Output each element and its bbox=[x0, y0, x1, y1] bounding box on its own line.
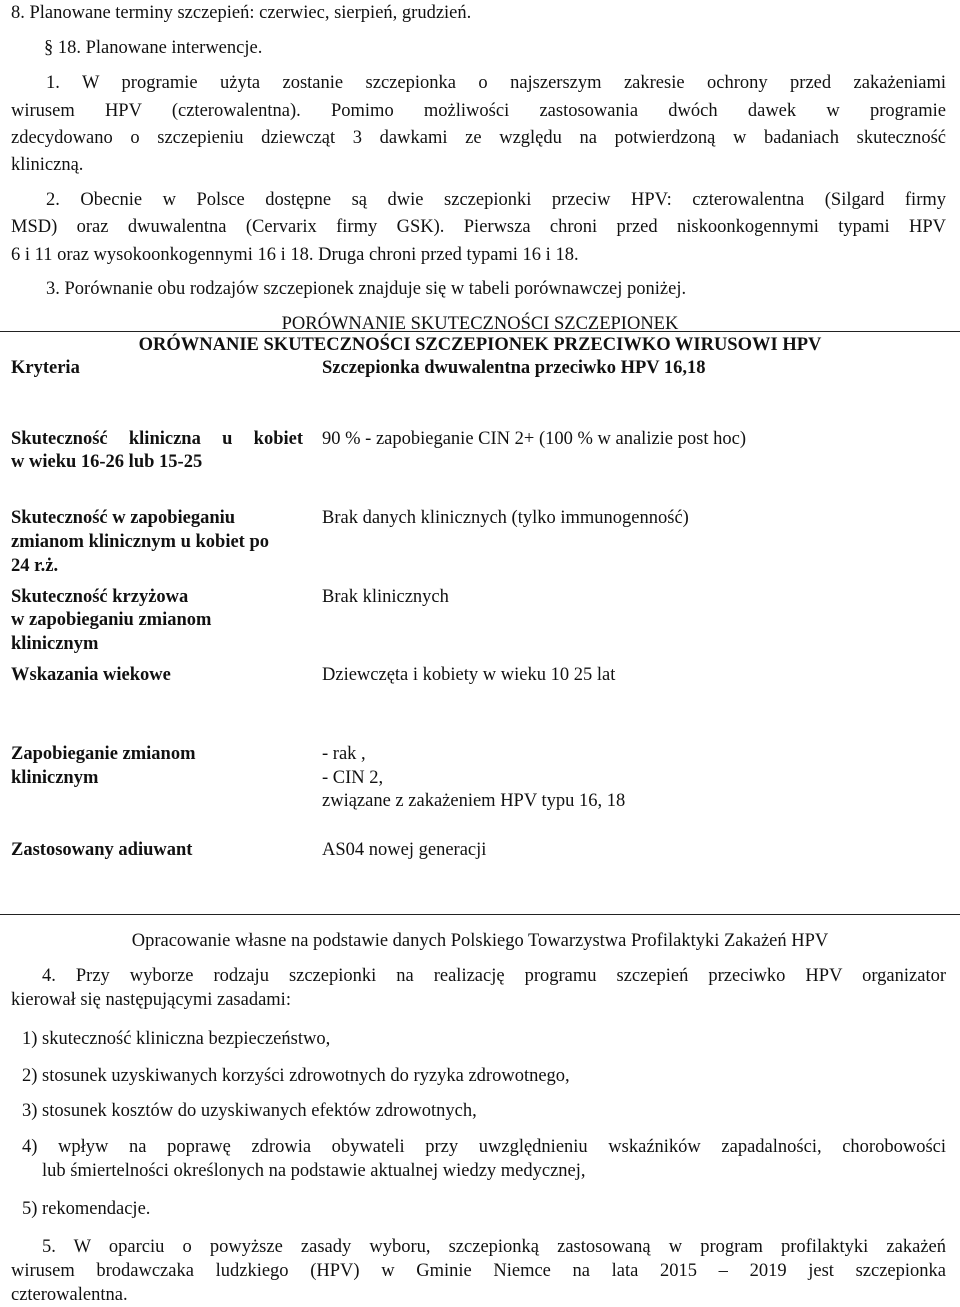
row3-value: Brak klinicznych bbox=[322, 587, 449, 607]
principle-4-line2: lub śmiertelności określonych na podstawie aktualnej wiedzy medycznej, bbox=[42, 1161, 586, 1181]
row1-label-line1: Skuteczność kliniczna u kobiet bbox=[11, 429, 303, 449]
para2-line3: 6 i 11 oraz wysokoonkogennymi 16 i 18. Druga chroni przed typami 16 i 18. bbox=[11, 245, 579, 265]
row2-label-line3: 24 r.ż. bbox=[11, 556, 59, 576]
row6-label: Zastosowany adiuwant bbox=[11, 840, 193, 860]
row3-label-line3: klinicznym bbox=[11, 634, 99, 654]
para5-line2: wirusem brodawczaka ludzkiego (HPV) w Gminie Niemce na lata 2015 – 2019 jest szczepionka bbox=[11, 1261, 946, 1281]
principle-1: 1) skuteczność kliniczna bezpieczeństwo, bbox=[22, 1029, 331, 1049]
para1-line4: kliniczną. bbox=[11, 155, 84, 175]
row2-value: Brak danych klinicznych (tylko immunogenność) bbox=[322, 508, 689, 528]
table-header-criteria: Kryteria bbox=[11, 358, 80, 378]
para1-line3: zdecydowano o szczepieniu dziewcząt 3 dawkami ze względu na potwierdzoną w badaniach skuteczność bbox=[11, 128, 946, 148]
principle-5: 5) rekomendacje. bbox=[22, 1199, 151, 1219]
table-title-2: ORÓWNANIE SKUTECZNOŚCI SZCZEPIONEK PRZECIWKO WIRUSOWI HPV bbox=[138, 335, 822, 355]
row3-label-line1: Skuteczność krzyżowa bbox=[11, 587, 189, 607]
table-title-1: PORÓWNANIE SKUTECZNOŚCI SZCZEPIONEK bbox=[281, 314, 679, 334]
source-note: Opracowanie własne na podstawie danych Polskiego Towarzystwa Profilaktyki Zakażeń HPV bbox=[131, 931, 829, 951]
row1-label-line2: w wieku 16-26 lub 15-25 bbox=[11, 452, 203, 472]
para4-line1: 4. Przy wyborze rodzaju szczepionki na realizację programu szczepień przeciwko HPV organizator bbox=[42, 966, 946, 986]
row2-label-line1: Skuteczność w zapobieganiu bbox=[11, 508, 236, 528]
row5-value-line1: - rak , bbox=[322, 744, 366, 764]
principle-3: 3) stosunek kosztów do uzyskiwanych efektów zdrowotnych, bbox=[22, 1101, 477, 1121]
para2-line2: MSD) oraz dwuwalentna (Cervarix firmy GSK). Pierwsza chroni przed niskoonkogennymi typami HPV bbox=[11, 217, 946, 237]
row5-value-line2: - CIN 2, bbox=[322, 768, 384, 788]
para4-line2: kierował się następującymi zasadami: bbox=[11, 990, 291, 1010]
para1-line2: wirusem HPV (czterowalentna). Pomimo możliwości zastosowania dwóch dawek w programie bbox=[11, 101, 946, 121]
para3-text: 3. Porównanie obu rodzajów szczepionek znajduje się w tabeli porównawczej poniżej. bbox=[46, 279, 687, 299]
table-bottom-border bbox=[0, 914, 960, 915]
section-18-heading: § 18. Planowane interwencje. bbox=[44, 38, 263, 58]
row4-value: Dziewczęta i kobiety w wieku 10 25 lat bbox=[322, 665, 616, 685]
row6-value: AS04 nowej generacji bbox=[322, 840, 487, 860]
row5-label-line1: Zapobieganie zmianom bbox=[11, 744, 196, 764]
row5-value-line3: związane z zakażeniem HPV typu 16, 18 bbox=[322, 791, 626, 811]
row1-value: 90 % - zapobieganie CIN 2+ (100 % w analizie post hoc) bbox=[322, 429, 746, 449]
para2-line1: 2. Obecnie w Polsce dostępne są dwie szczepionki przeciw HPV: czterowalentna (Silgard firmy bbox=[46, 190, 946, 210]
row5-label-line2: klinicznym bbox=[11, 768, 99, 788]
table-header-vaccine: Szczepionka dwuwalentna przeciwko HPV 16,18 bbox=[322, 358, 706, 378]
item-8-text: 8. Planowane terminy szczepień: czerwiec, sierpień, grudzień. bbox=[11, 3, 472, 23]
row3-label-line2: w zapobieganiu zmianom bbox=[11, 610, 212, 630]
principle-2: 2) stosunek uzyskiwanych korzyści zdrowotnych do ryzyka zdrowotnego, bbox=[22, 1066, 570, 1086]
para5-line3: czterowalentna. bbox=[11, 1285, 128, 1305]
row4-label: Wskazania wiekowe bbox=[11, 665, 171, 685]
para1-line1: 1. W programie użyta zostanie szczepionka o najszerszym zakresie ochrony przed zakażeniami bbox=[46, 73, 946, 93]
row2-label-line2: zmianom klinicznym u kobiet po bbox=[11, 532, 269, 552]
principle-4-line1: 4) wpływ na poprawę zdrowia obywateli przy uwzględnieniu wskaźników zapadalności, chorobowości bbox=[22, 1137, 946, 1157]
para5-line1: 5. W oparciu o powyższe zasady wyboru, szczepionką zastosowaną w program profilaktyki zakażeń bbox=[42, 1237, 946, 1257]
